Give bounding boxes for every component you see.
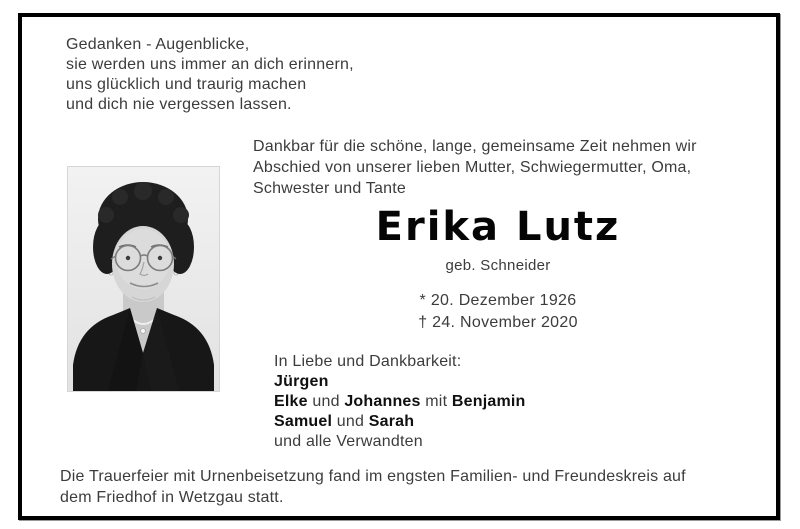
mourner-line	[274, 412, 526, 432]
mourner-line: und alle Verwandten	[274, 433, 423, 450]
birth-date: * 20. Dezember 1926	[419, 292, 577, 309]
mourner-name: Sarah	[368, 413, 415, 430]
closing-line: Die Trauerfeier mit Urnenbeisetzung fand im engsten Familien- und Freundeskreis auf	[60, 468, 686, 485]
mourner-name: Benjamin	[451, 393, 526, 410]
portrait-photo	[68, 167, 219, 391]
intro-line: Abschied von unserer lieben Mutter, Schwiegermutter, Oma,	[253, 159, 692, 176]
deceased-block	[278, 203, 718, 332]
obituary-card	[18, 13, 780, 520]
conjunction: mit	[425, 393, 448, 410]
mourner-name: Elke	[274, 393, 308, 410]
closing-line: dem Friedhof in Wetzgau statt.	[60, 489, 284, 506]
verse-line: Gedanken - Augenblicke,	[66, 36, 250, 53]
mourner-name: Johannes	[344, 393, 421, 410]
verse-line: und dich nie vergessen lassen.	[66, 96, 292, 113]
verse-line: uns glücklich und traurig machen	[66, 76, 307, 93]
portrait-photo-illustration	[68, 167, 219, 391]
mourners-block	[274, 352, 526, 452]
mourner-line: Jürgen	[274, 373, 329, 390]
deceased-name: Erika Lutz	[375, 204, 621, 250]
intro-line: Dankbar für die schöne, lange, gemeinsame Zeit nehmen wir	[253, 138, 697, 155]
memorial-verse	[66, 35, 354, 115]
conjunction: und	[336, 413, 365, 430]
mourner-line	[274, 392, 526, 412]
maiden-name: geb. Schneider	[445, 257, 551, 274]
mourners-heading: In Liebe und Dankbarkeit:	[274, 353, 462, 370]
conjunction: und	[312, 393, 340, 410]
death-date: † 24. November 2020	[418, 314, 578, 331]
intro-line: Schwester und Tante	[253, 180, 406, 197]
mourner-name: Samuel	[274, 413, 333, 430]
closing-paragraph	[60, 466, 686, 508]
verse-line: sie werden uns immer an dich erinnern,	[66, 56, 354, 73]
intro-paragraph	[253, 136, 697, 199]
